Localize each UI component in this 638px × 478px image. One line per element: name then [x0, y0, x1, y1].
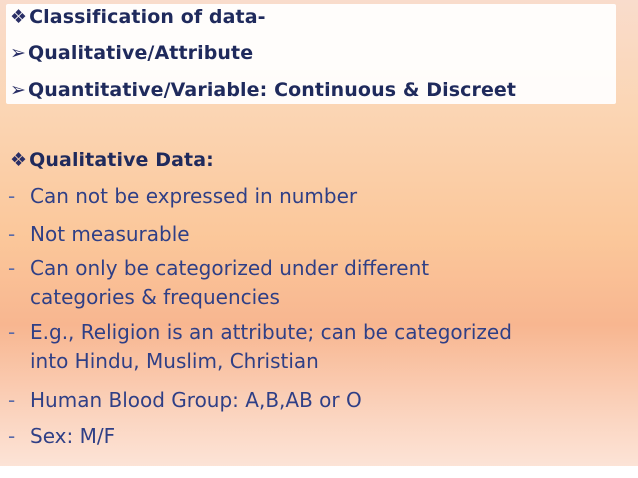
subheading-qualitative: ➢ Qualitative/Attribute: [10, 42, 254, 64]
dash-bullet: -: [8, 184, 16, 208]
dash-bullet: -: [8, 222, 16, 246]
diamond-bullet-icon: ❖: [10, 6, 28, 28]
list-item: - Sex: M/F: [8, 424, 116, 448]
arrow-bullet-icon: ➢: [10, 79, 27, 101]
dash-bullet: -: [8, 256, 16, 280]
list-item: - Can only be categorized under different: [8, 256, 430, 280]
diamond-bullet-icon: ❖: [10, 149, 28, 171]
list-item: - E.g., Religion is an attribute; can be categorized: [8, 320, 512, 344]
list-item: - Not measurable: [8, 222, 190, 246]
dash-bullet: -: [8, 424, 16, 448]
section-title: ❖ Qualitative Data:: [10, 149, 214, 171]
list-item: - Human Blood Group: A,B,AB or O: [8, 388, 362, 412]
list-item: - Can not be expressed in number: [8, 184, 358, 208]
dash-bullet: -: [8, 320, 16, 344]
arrow-bullet-icon: ➢: [10, 42, 27, 64]
subheading-quantitative: ➢ Quantitative/Variable: Continuous & Discreet: [10, 79, 517, 101]
list-item-continuation: into Hindu, Muslim, Christian: [30, 349, 319, 373]
dash-bullet: -: [8, 388, 16, 412]
heading-classification: ❖ Classification of data-: [10, 6, 266, 28]
list-item-continuation: categories & frequencies: [30, 285, 280, 309]
